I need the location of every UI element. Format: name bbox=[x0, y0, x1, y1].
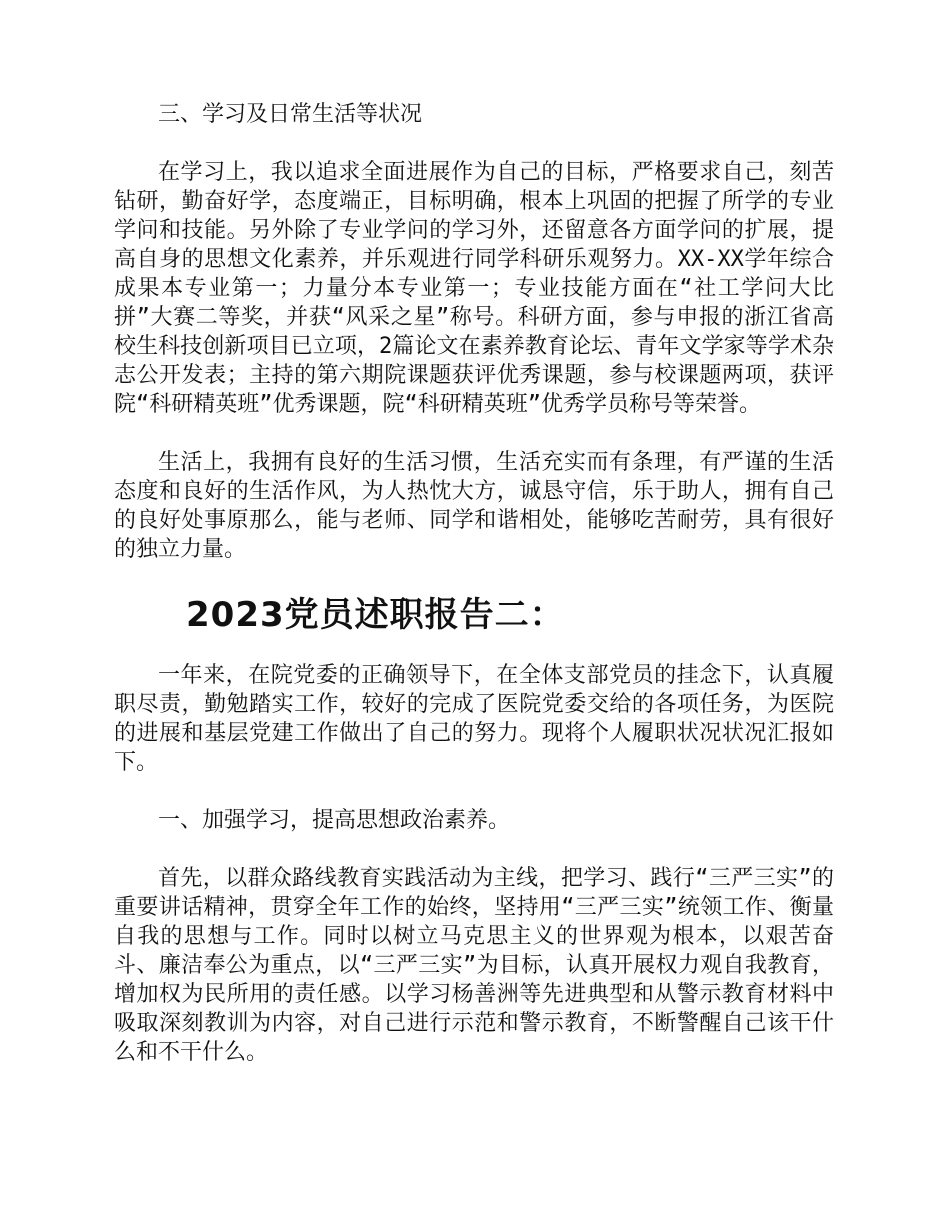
paragraph-study: 在学习上，我以追求全面进展作为自己的目标，严格要求自己，刻苦钻研，勤奋好学，态度端正，目标明确，根本上巩固的把握了所学的专业学问和技能。另外除了专业学问的学习外，还留意各方面学问的扩展，提高自身的思想文化素养，并乐观进行同学科研乐观努力。XX-XX学年综合成果本专业第一；力量分本专业第一；专业技能方面在“社工学问大比拼”大赛二等奖，并获“风采之星”称号。科研方面，参与申报的浙江省高校生科技创新项目已立项，2篇论文在素养教育论坛、青年文学家等学术杂志公开发表；主持的第六期院课题获评优秀课题，参与校课题两项，获评院“科研精英班”优秀课题，院“科研精英班”优秀学员称号等荣誉。 bbox=[114, 160, 834, 417]
section-heading-learning: 一、加强学习，提高思想政治素养。 bbox=[158, 808, 511, 833]
report-title: 2023党员述职报告二： bbox=[186, 595, 565, 635]
paragraph-learning: 首先，以群众路线教育实践活动为主线，把学习、践行“三严三实”的重要讲话精神，贯穿全年工作的始终，坚持用“三严三实”统领工作、衡量自我的思想与工作。同时以树立马克思主义的世界观为根本，以艰苦奋斗、廉洁奉公为重点，以“三严三实”为目标，认真开展权力观自我教育，增加权为民所用的责任感。以学习杨善洲等先进典型和从警示教育材料中吸取深刻教训为内容，对自己进行示范和警示教育，不断警醒自己该干什么和不干什么。 bbox=[114, 866, 834, 1065]
section-heading-study-life: 三、学习及日常生活等状况 bbox=[158, 102, 423, 127]
paragraph-intro: 一年来，在院党委的正确领导下，在全体支部党员的挂念下，认真履职尽责，勤勉踏实工作，较好的完成了医院党委交给的各项任务，为医院的进展和基层党建工作做出了自己的努力。现将个人履职状况状况汇报如下。 bbox=[114, 663, 834, 775]
paragraph-life: 生活上，我拥有良好的生活习惯，生活充实而有条理，有严谨的生活态度和良好的生活作风，为人热忱大方，诚恳守信，乐于助人，拥有自己的良好处事原那么，能与老师、同学和谐相处，能够吃苦耐劳，具有很好的独立力量。 bbox=[114, 450, 834, 562]
document-page bbox=[114, 100, 834, 1096]
